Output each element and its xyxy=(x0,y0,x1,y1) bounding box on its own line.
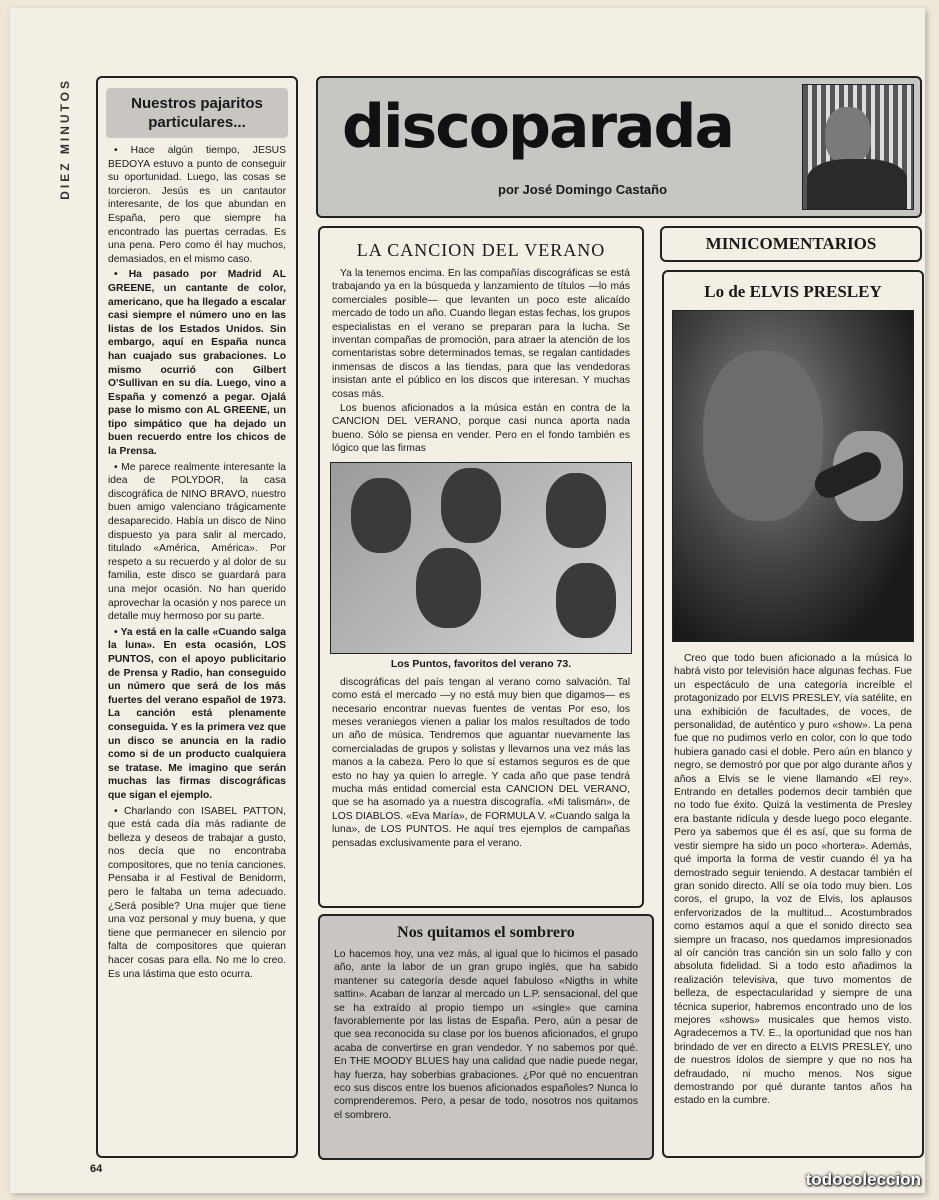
main-article-title: LA CANCION DEL VERANO xyxy=(356,240,606,260)
band-member-face xyxy=(441,468,501,543)
band-member-face xyxy=(351,478,411,553)
elvis-photo xyxy=(672,310,914,642)
minicomentarios-header: MINICOMENTARIOS xyxy=(660,226,922,262)
band-member-face xyxy=(546,473,606,548)
article-paragraph: Los buenos aficionados a la música están en contra de la CANCION DEL VERANO, porque casi nunca aporta nada bueno. Sólo se piensa en vender. Pero en el fondo también es lógico que las firmas xyxy=(332,403,630,455)
band-member-face xyxy=(416,548,481,628)
sidebar-paragraph: • Charlando con ISABEL PATTON, que está cada día más radiante de belleza y deseos de trabajar a gusto, nos decía que no encontraba compositores, que no tenía canciones. Pensaba ir al Festival de Benidorm, pero le faltaba un tema adecuado. ¿Será posible? Una mujer que tiene una voz personal y muy buena, y que tiene que permanecer en silencio por falta de compositores que quieran hacer cosas para ella. No me lo creo. Es una lástima que esto ocurra. xyxy=(108,805,286,980)
main-article-text-bottom xyxy=(320,676,642,850)
elvis-face xyxy=(703,351,823,521)
hat-box-text: Lo hacemos hoy, una vez más, al igual que lo hicimos el pasado año, ante la labor de un gran grupo inglés, que ha sabido mantener su categoría desde aquel fabuloso «Nigths in white sattin». Acaban de lanzar al mercado un L.P. sensacional, del que se ha extraído al propio tiempo un «single» que camina favorablemente por las listas de España. Pero, aún a pesar de que sea reconocida su clase por los buenos aficionados, el grupo acaba de convertirse en gran vendedor. Y no sabemos por qué. En THE MOODY BLUES hay una calidad que nadie puede negar, hay fuerza, hay soberbias grabaciones. ¿Por qué no encuentran eco sus discos entre los buenos aficionados españoles? Nunca lo comprenderemos. Pero, a pesar de todo, nosotros nos quitamos el sombrero. xyxy=(334,949,638,1121)
sidebar-paragraph: • Me parece realmente interesante la idea de POLYDOR, la casa discográfica de NINO BRAVO, nuestro buen amigo valenciano trágicamente desaparecido. Había un disco de Nino dispuesto ya para salir al mercado, titulado «América, América». Por respeto a su recuerdo y al dolor de su familia, este disco se guardará para una mejor ocasión. No han querido aprovechar la ocasión y nos parece un detalle muy hermoso por su parte. xyxy=(108,461,286,623)
author-face xyxy=(825,107,871,163)
watermark-logo: todocoleccion xyxy=(805,1170,921,1189)
page-number: 64 xyxy=(90,1163,103,1175)
hat-box xyxy=(318,914,654,1160)
sidebar-text xyxy=(98,144,296,981)
discoparada-logo: discoparada xyxy=(342,92,733,162)
margin-label: DIEZ MINUTOS xyxy=(58,78,72,200)
author-photo xyxy=(802,84,914,210)
los-puntos-photo xyxy=(330,462,632,654)
hat-box-title: Nos quitamos el sombrero xyxy=(397,924,575,941)
sidebar-paragraph: • Hace algún tiempo, JESUS BEDOYA estuvo a punto de conseguir su oportunidad. Luego, las cosas se torcieron. Jesús es un cantautor interesante, de los que abundan en España, pero que siempre ha encontrado las puertas cerradas. Es una pena. Pero como él hay muchos, demasiados, en el mismo caso. xyxy=(108,145,286,265)
author-body xyxy=(807,159,907,209)
band-member-face xyxy=(556,563,616,638)
elvis-paragraph: Creo que todo buen aficionado a la música lo habrá visto por televisión hace algunas fechas. Fue un espectáculo de una categoría increíble el protagonizado por ELVIS PRESLEY, vía satélite, en una exhibición de facultades, de voces, de personalidad, de auténtico y puro «show». La pena fue que no pudimos verlo en color, con lo que todo hubiera ganado casi el doble. Pero aún en blanco y negro, se demostró por que por algo durante años y años a Elvis se le viene llamando «El rey». Entrando en detalles podemos decir también que no todo fue éxito. Quizá la vestimenta de Presley era bastante ridícula y desde luego poco elegante. Pero ya sabemos que él es así, que su forma de vestir siempre ha sido un poco «hortera». Además, qué importa la forma de vestir cuando él ya ha demostrado seguir teniendo. A destacar también el gran sonido directo. Allí se oía todo muy bien. Los coros, el grupo, la voz de Elvis, los aplausos enfervorizados de la multitud... Acostumbrados como estamos aquí a que el sonido directo sea siempre un fracaso, nos quedamos impresionados al oír canción tras canción sin un solo fallo y con absoluta fidelidad. Si a todo esto añadimos la realización televisiva, que tuvo momentos de belleza, de espectacularidad y siempre de una técnica superior, habremos encontrado uno de los mejores «shows» musicales que hemos visto. Agradecemos a TV. E., la oportunidad que nos han brindado de ver en directo a ELVIS PRESLEY, uno de nuestros ídolos de siempre y que no nos ha defraudado, ni mucho menos. Nos sigue demostrando por qué durante tantos años ha estado en la cumbre. xyxy=(674,653,912,1107)
byline: por José Domingo Castaño xyxy=(498,182,668,197)
sidebar-paragraph: • Ha pasado por Madrid AL GREENE, un cantante de color, americano, que ha llegado a escalar casi siempre el número uno en las listas de los Estados Unidos. Sin embargo, aquí en España nunca han cuajado sus grabaciones. Lo mismo ocurrió con Gilbert O'Sullivan en su día. Luego, vino a España y comenzó a pegar. Ojalá pase lo mismo con AL GREENE, un tipo simpático que ha dejado un buen recuerdo entre los chicos de la Prensa. xyxy=(108,269,286,458)
photo-caption: Los Puntos, favoritos del verano 73. xyxy=(390,657,572,670)
main-article-text-top xyxy=(320,267,642,456)
article-paragraph: Ya la tenemos encima. En las compañías discográficas se está trabajando ya en la búsqueda y lanzamiento de títulos —lo más comerciales posible— que levanten un poco este alicaído mercado de todo un año. Cuando llegan estas fechas, los grupos especialistas en el verano se preparan para la lucha. Se inventan compañas de promoción, para atraer la atención de los comentaristas sobre determinados temas, se regalan cantidades inmensas de discos a las tiendas, para que las vendedoras insistan ante el público en los discos que interesan. Y muchas cosas más. xyxy=(332,268,630,400)
elvis-title: Lo de ELVIS PRESLEY xyxy=(704,282,882,301)
main-article xyxy=(318,226,644,908)
elvis-text xyxy=(664,642,922,1108)
sidebar-paragraph: • Ya está en la calle «Cuando salga la luna». En esta ocasión, LOS PUNTOS, con el apoyo publicitario de Prensa y Radio, han conseguido un número que será de los más fuertes del verano español de 1973. La canción está plenamente conseguida. Y es la primera vez que un disco se anuncia en la radio como si de un producto cualquiera se tratase. Me imagino que serán muchas las firmas discográficas que sigan el ejemplo. xyxy=(108,626,286,801)
sidebar-column xyxy=(96,76,298,1158)
elvis-article xyxy=(662,270,924,1158)
magazine-page xyxy=(10,8,925,1193)
discoparada-banner xyxy=(316,76,922,218)
article-paragraph: discográficas del país tengan al verano como salvación. Tal como está el mercado —y no está muy bien que digamos— es necesario encontrar nuevas fuentes de ventas Por eso, los meses veraniegos vienen a paliar los malos resultados de todo un año de música. Tendremos que aguantar nuevamente las comercialadas de grupos y solistas y llevarnos una vez más las manos a la cabeza. Pero lo que sí estamos seguros es de que esto no hay ya quien lo arregle. Y cada año que pase tendrá mucha más entidad comercial esta CANCION DEL VERANO, que se ha asomado ya a nuestra discografía. «Mi talismán», de LOS DIABLOS. «Eva María», de FORMULA V. «Cuando salga la luna», de LOS PUNTOS. He aquí tres ejemplos de campañas pensadas exclusivamente para el verano. xyxy=(332,676,630,849)
sidebar-title: Nuestros pajaritos particulares... xyxy=(106,88,288,138)
